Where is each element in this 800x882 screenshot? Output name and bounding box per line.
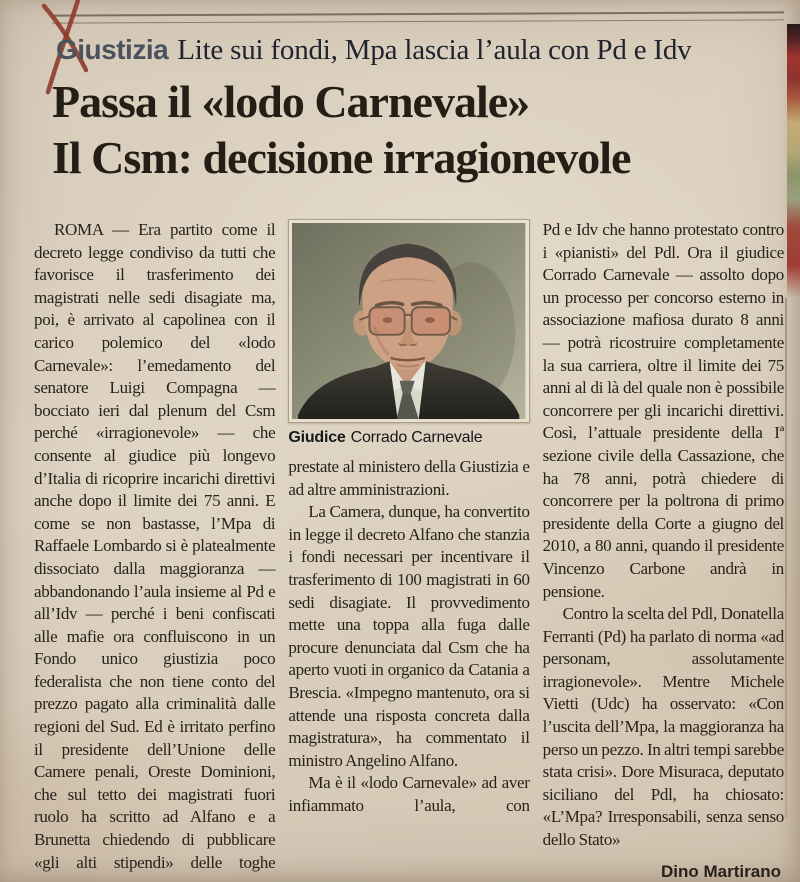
top-double-rule (52, 11, 784, 23)
right-column-rule (785, 298, 787, 818)
kicker-headline: Lite sui fondi, Mpa lascia l’aula con Pd e Idv (177, 34, 692, 66)
column-2 (288, 219, 529, 882)
kicker (56, 34, 691, 67)
headline (52, 74, 630, 186)
column-3 (543, 219, 784, 882)
page-edge-photo-strip (787, 24, 800, 298)
paragraph-col2-2: La Camera, dunque, ha convertito in legge il decreto Alfano che stanzia i fondi necessari per incentivare il trasferimento di 100 magistrati in 60 sedi disagiate. Il provvedimento mette una toppa alla fuga dalle procure denunciata dal Csm che ha aperto vuoti in organico da Catania a Brescia. «Impegno mantenuto, ora si attende una risposta concreta dalla magistratura», ha commentato il ministro Angelino Alfano. (288, 502, 530, 770)
paragraph-col2-1: prestate al ministero della Giustizia e ad altre amministrazioni. (288, 457, 530, 499)
paragraph-col3-1: Pd e Idv che hanno protestato contro i «pianisti» del Pdl. Ora il giudice Corrado Carnevale — assolto dopo un processo per concorso esterno in associazione mafiosa durato 8 anni — potrà ricostruire completamente la sua carriera, oltre il limite dei 75 anni al di là del quale non è possibile concorrere per gli incarichi direttivi. Così, l’attuale presidente della Iª sezione civile della Cassazione, che ha 78 anni, potrà chiedere di concorrere per la poltrona di primo presidente della Corte a giugno del 2010, a 80 anni, quando il presidente Vincenzo Carbone andrà in pensione. (542, 220, 784, 601)
paragraph-col2-3: Ma è il «lodo Carnevale» ad aver infiammato l’aula, con (288, 773, 530, 815)
photo-caption (288, 429, 529, 447)
caption-name: Corrado Carnevale (350, 429, 483, 446)
article-body (34, 219, 784, 882)
photo-frame (288, 219, 529, 423)
headline-line2: Il Csm: decisione irragionevole (52, 132, 631, 183)
byline: Dino Martirano (661, 861, 781, 881)
photo-figure (288, 219, 529, 447)
portrait-photo-corrado-carnevale (292, 223, 525, 419)
paragraph-col3-2: Contro la scelta del Pdl, Donatella Ferranti (Pd) ha parlato di norma «ad personam, assolutamente irragionevole». Mentre Michele Vietti (Udc) ha osservato: «Con l’uscita dell’Mpa, la maggioranza ha perso un pezzo. In altri tempi sarebbe stata crisi». Dore Misuraca, deputato siciliano del Pdl, ha chiosato: «L’Mpa? Irresponsabili, senza senso dello Stato» (542, 604, 784, 850)
paragraph-col1-1: ROMA — Era partito come il decreto legge condiviso da tutti che favorisce il trasferimento dei magistrati nelle sedi disagiate ma, poi, è arrivato al capolinea con il carico polemico del «lodo Carnevale»: l’emedamento del senatore Luigi Compagna — bocciato ieri dal plenum del Csm perché «irragionevole» — che consente al giudice più longevo d’Italia di ricoprire incarichi direttivi anche dopo il limite dei 75 anni. E come se non bastasse, l’Mpa di Raffaele Lombardo si è platealmente dissociato dalla maggioranza — abbandonando l’aula insieme al Pd e all’Idv — perché i beni confiscati alle mafie ora confluiscono in un Fondo unico giustizia poco federalista che non tiene conto del prezzo pagato alla criminalità dalle regioni del Sud. Ed è irritato perfino il presidente dell’Unione delle Camere penali, Oreste Dominioni, che sul tetto dei magistrati fuori ruolo ha scritto ad Alfano e a Brunetta chiedendo di pubblicare «gli alti stipendi» delle toghe (34, 220, 276, 872)
column-1 (34, 219, 275, 882)
headline-line1: Passa il «lodo Carnevale» (52, 76, 530, 127)
section-label: Giustizia (56, 34, 169, 65)
caption-role: Giudice (288, 429, 346, 446)
